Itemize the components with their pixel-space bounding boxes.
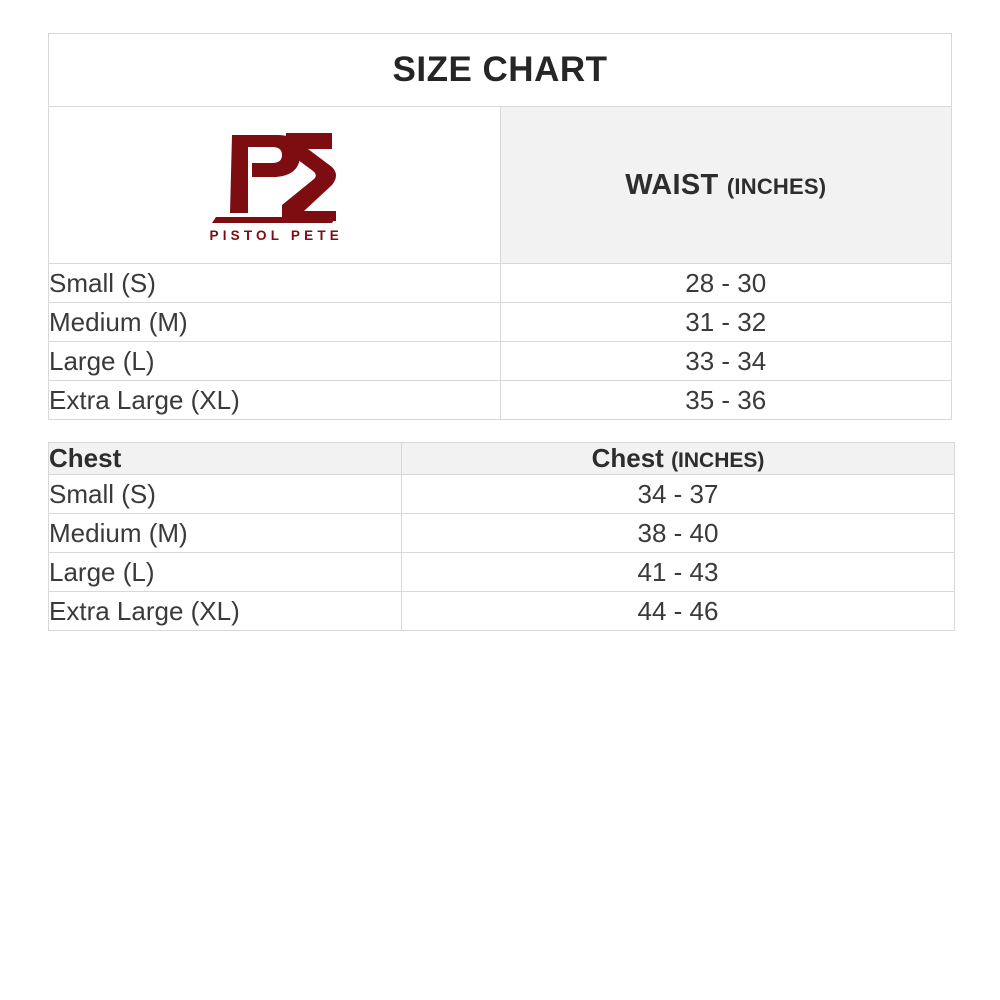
chest-row-header-label: Chest	[49, 443, 402, 475]
table-row	[49, 514, 955, 553]
table-row	[49, 592, 955, 631]
size-value: 34 - 37	[402, 475, 955, 514]
size-label: Small (S)	[49, 264, 501, 303]
table-row	[49, 303, 952, 342]
size-label: Medium (M)	[49, 514, 402, 553]
size-value: 31 - 32	[500, 303, 952, 342]
size-value: 35 - 36	[500, 381, 952, 420]
size-label: Small (S)	[49, 475, 402, 514]
waist-header-row	[49, 107, 952, 264]
table-row	[49, 475, 955, 514]
size-value: 41 - 43	[402, 553, 955, 592]
page-title: SIZE CHART	[49, 34, 952, 107]
size-label: Medium (M)	[49, 303, 501, 342]
size-label: Extra Large (XL)	[49, 592, 402, 631]
brand	[206, 125, 343, 243]
waist-size-table	[48, 33, 952, 420]
table-row	[49, 381, 952, 420]
table-row	[49, 342, 952, 381]
chest-column-header	[402, 443, 955, 475]
size-value: 38 - 40	[402, 514, 955, 553]
brand-logo-cell	[49, 107, 501, 264]
chest-header-measure: Chest	[591, 443, 664, 473]
chest-header-units: (INCHES)	[671, 449, 765, 472]
size-value: 33 - 34	[500, 342, 952, 381]
waist-header-measure: WAIST	[625, 168, 719, 201]
brand-name: PISTOL PETE	[209, 228, 343, 243]
table-row	[49, 553, 955, 592]
pistol-pete-logo-icon	[208, 125, 340, 223]
waist-header-units: (INCHES)	[726, 173, 827, 199]
table-gap	[48, 420, 952, 442]
table-row	[49, 264, 952, 303]
size-value: 44 - 46	[402, 592, 955, 631]
size-value: 28 - 30	[500, 264, 952, 303]
waist-column-header	[500, 107, 952, 264]
chest-header-row	[49, 443, 955, 475]
title-row	[49, 34, 952, 107]
size-label: Large (L)	[49, 553, 402, 592]
size-label: Large (L)	[49, 342, 501, 381]
chest-size-table	[48, 442, 955, 631]
size-label: Extra Large (XL)	[49, 381, 501, 420]
